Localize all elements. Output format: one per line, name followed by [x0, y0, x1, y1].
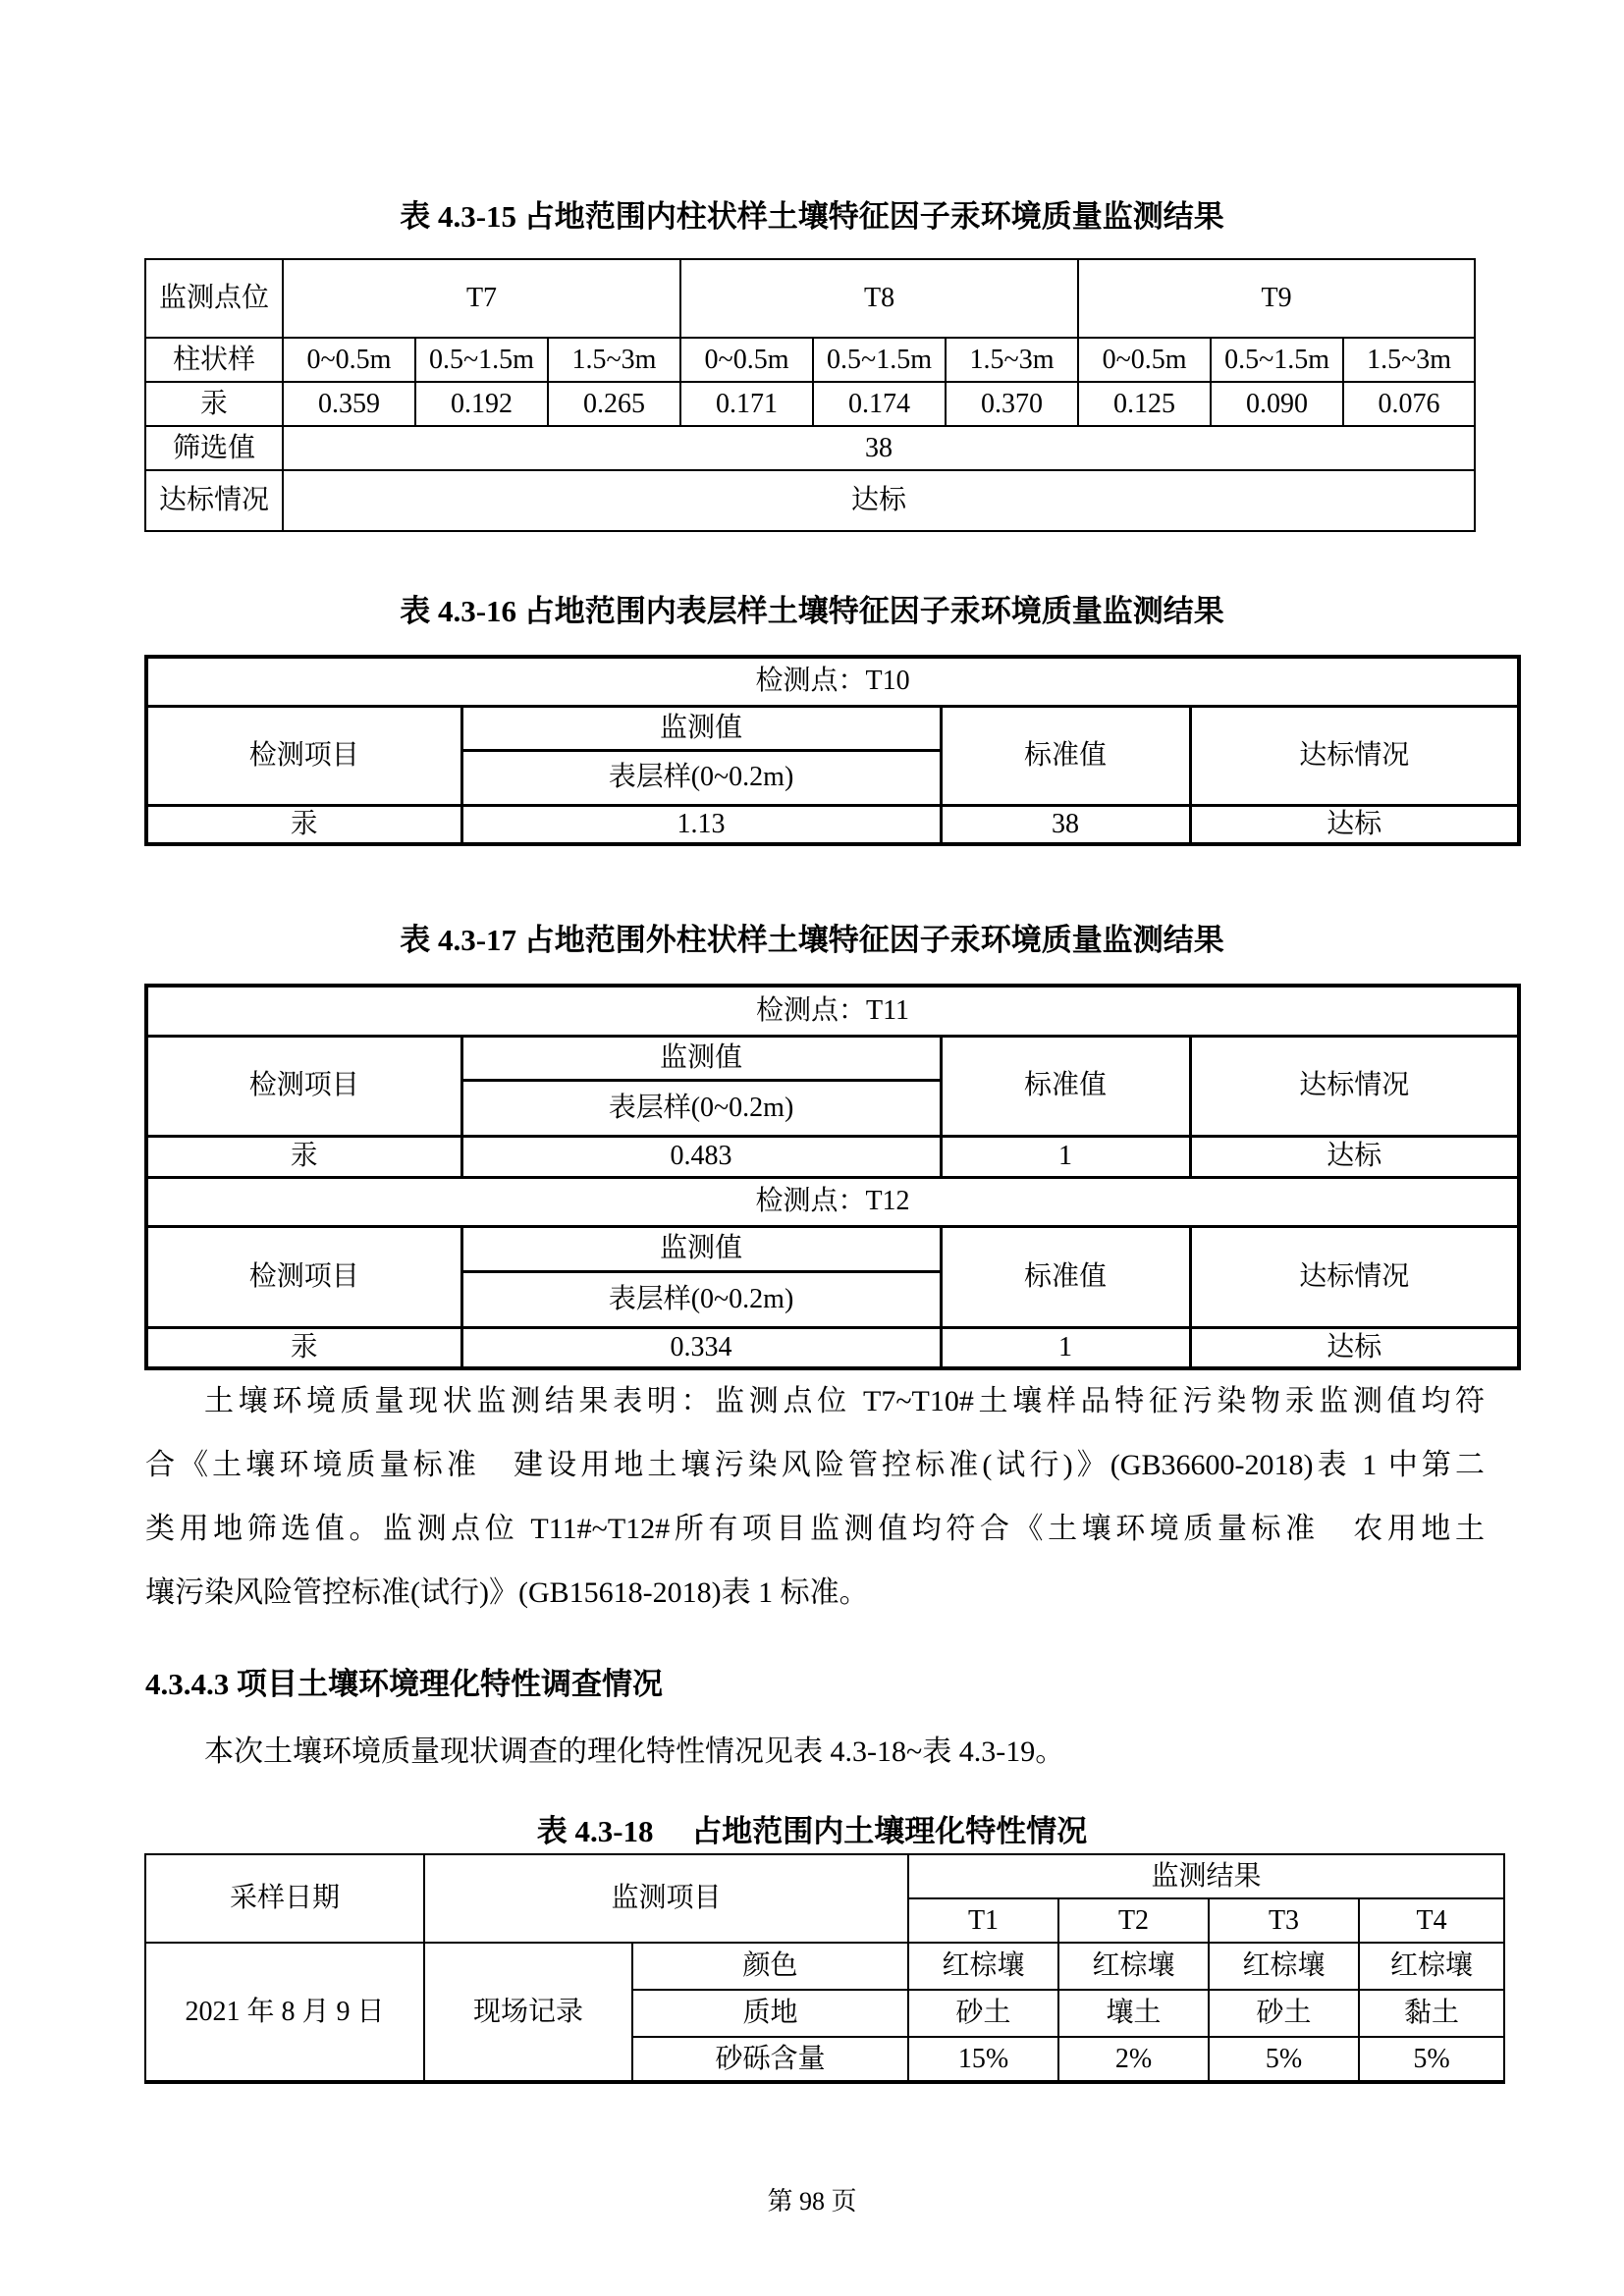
depth-cell: 1.5~3m: [946, 338, 1078, 382]
depth-cell: 1.5~3m: [1343, 338, 1475, 382]
point-header-t4: T4: [1359, 1898, 1504, 1943]
paragraph-line: 土壤环境质量现状监测结果表明：监测点位 T7~T10#土壤样品特征污染物汞监测值均符: [204, 1385, 1485, 1417]
sampling-date-cell: 2021 年 8 月 9 日: [145, 1943, 424, 2082]
section-heading-4-3-4-3: 4.3.4.3 项目土壤环境理化特性调查情况: [145, 1667, 663, 1701]
table-row: [145, 1943, 1504, 1990]
depth-cell: 0.5~1.5m: [813, 338, 946, 382]
table-row: [146, 1226, 1519, 1271]
row-label-compliance: 达标情况: [145, 470, 283, 531]
result-cell: 5%: [1359, 2037, 1504, 2082]
standard-value-cell: 1: [941, 1327, 1190, 1368]
col-header-sampling-date: 采样日期: [145, 1854, 424, 1943]
table-row: [145, 470, 1475, 531]
point-header-t11: 检测点：T11: [146, 986, 1519, 1036]
col-header-item: 检测项目: [146, 1036, 461, 1136]
soil-physicochemical-table: [144, 1853, 1505, 2084]
standard-value-cell: 1: [941, 1136, 1190, 1177]
point-header-t8: T8: [680, 259, 1078, 338]
col-header-standard: 标准值: [941, 706, 1190, 805]
paragraph-line: 本次土壤环境质量现状调查的理化特性情况见表 4.3-18~表 4.3-19。: [204, 1735, 1065, 1768]
item-mercury-cell: 汞: [146, 1327, 461, 1368]
hg-value-cell: 0.174: [813, 382, 946, 426]
row-label-mercury: 汞: [145, 382, 283, 426]
hg-columnar-outside-table: [144, 984, 1521, 1370]
table-row: [146, 1036, 1519, 1080]
table-4-3-16: [144, 655, 1521, 846]
table-row: [145, 382, 1475, 426]
col-header-monitor-value: 监测值: [461, 1226, 941, 1271]
hg-value-cell: 0.265: [548, 382, 680, 426]
result-cell: 壤土: [1058, 1990, 1209, 2037]
compliance-cell: 达标: [1190, 1327, 1519, 1368]
col-header-surface-sample: 表层样(0~0.2m): [461, 1080, 941, 1136]
compliance-cell: 达标: [283, 470, 1475, 531]
table-4-3-17: [144, 984, 1521, 1370]
row-label-columnar-sample: 柱状样: [145, 338, 283, 382]
col-header-monitor-value: 监测值: [461, 706, 941, 750]
table-4-3-15-title: 表 4.3-15 占地范围内柱状样土壤特征因子汞环境质量监测结果: [400, 199, 1224, 234]
hg-value-cell: 0.370: [946, 382, 1078, 426]
item-color-cell: 颜色: [632, 1943, 908, 1990]
table-row: [145, 426, 1475, 470]
point-header-t3: T3: [1209, 1898, 1359, 1943]
hg-value-cell: 0.192: [415, 382, 548, 426]
item-mercury-cell: 汞: [146, 805, 461, 844]
table-4-3-18: [144, 1853, 1505, 2084]
table-4-3-17-title: 表 4.3-17 占地范围外柱状样土壤特征因子汞环境质量监测结果: [400, 923, 1224, 957]
table-row: [146, 1136, 1519, 1177]
page-number: 第 98 页: [767, 2187, 857, 2216]
depth-cell: 0~0.5m: [680, 338, 813, 382]
col-header-monitoring-result: 监测结果: [908, 1854, 1504, 1898]
depth-cell: 0~0.5m: [1078, 338, 1211, 382]
hg-value-cell: 0.359: [283, 382, 415, 426]
paragraph-line: 类用地筛选值。监测点位 T11#~T12#所有项目监测值均符合《土壤环境质量标准 农用地土: [145, 1513, 1485, 1545]
standard-value-cell: 38: [941, 805, 1190, 844]
paragraph-line: 合《土壤环境质量标准 建设用地土壤污染风险管控标准(试行)》(GB36600-2018)表 1 中第二: [145, 1449, 1485, 1481]
table-row: [146, 657, 1519, 706]
table-4-3-18-title: 表 4.3-18 占地范围内土壤理化特性情况: [536, 1814, 1088, 1848]
hg-columnar-inside-table: [144, 258, 1476, 532]
col-header-compliance: 达标情况: [1190, 706, 1519, 805]
paragraph-line: 壤污染风险管控标准(试行)》(GB15618-2018)表 1 标准。: [145, 1576, 869, 1609]
table-row: [145, 1854, 1504, 1898]
depth-cell: 1.5~3m: [548, 338, 680, 382]
table-row: [146, 706, 1519, 750]
item-mercury-cell: 汞: [146, 1136, 461, 1177]
point-header-t7: T7: [283, 259, 680, 338]
col-header-monitor-value: 监测值: [461, 1036, 941, 1080]
row-label-monitoring-point: 监测点位: [145, 259, 283, 338]
point-header-t12: 检测点：T12: [146, 1177, 1519, 1226]
record-type-cell: 现场记录: [424, 1943, 632, 2082]
col-header-surface-sample: 表层样(0~0.2m): [461, 750, 941, 805]
result-cell: 红棕壤: [908, 1943, 1058, 1990]
col-header-monitoring-item: 监测项目: [424, 1854, 908, 1943]
hg-value-cell: 0.076: [1343, 382, 1475, 426]
result-cell: 红棕壤: [1058, 1943, 1209, 1990]
col-header-compliance: 达标情况: [1190, 1226, 1519, 1327]
depth-cell: 0~0.5m: [283, 338, 415, 382]
compliance-cell: 达标: [1190, 1136, 1519, 1177]
hg-surface-inside-table: [144, 655, 1521, 846]
result-cell: 红棕壤: [1209, 1943, 1359, 1990]
point-header-t1: T1: [908, 1898, 1058, 1943]
item-texture-cell: 质地: [632, 1990, 908, 2037]
row-label-screening-value: 筛选值: [145, 426, 283, 470]
result-cell: 红棕壤: [1359, 1943, 1504, 1990]
screening-value-cell: 38: [283, 426, 1475, 470]
result-cell: 15%: [908, 2037, 1058, 2082]
depth-cell: 0.5~1.5m: [1211, 338, 1343, 382]
compliance-cell: 达标: [1190, 805, 1519, 844]
col-header-item: 检测项目: [146, 1226, 461, 1327]
table-row: [145, 338, 1475, 382]
item-gravel-content-cell: 砂砾含量: [632, 2037, 908, 2082]
table-row: [146, 986, 1519, 1036]
table-4-3-16-title: 表 4.3-16 占地范围内表层样土壤特征因子汞环境质量监测结果: [400, 594, 1224, 628]
result-cell: 黏土: [1359, 1990, 1504, 2037]
hg-value-cell: 0.125: [1078, 382, 1211, 426]
point-header-t2: T2: [1058, 1898, 1209, 1943]
table-row: [146, 1177, 1519, 1226]
depth-cell: 0.5~1.5m: [415, 338, 548, 382]
table-row: [146, 1327, 1519, 1368]
point-header-t10: 检测点：T10: [146, 657, 1519, 706]
results-paragraph: [145, 1369, 1485, 1625]
table-row: [146, 805, 1519, 844]
hg-value-cell: 0.090: [1211, 382, 1343, 426]
monitor-value-cell: 0.334: [461, 1327, 941, 1368]
point-header-t9: T9: [1078, 259, 1475, 338]
result-cell: 砂土: [908, 1990, 1058, 2037]
table-4-3-15: [144, 258, 1476, 532]
monitor-value-cell: 1.13: [461, 805, 941, 844]
col-header-compliance: 达标情况: [1190, 1036, 1519, 1136]
hg-value-cell: 0.171: [680, 382, 813, 426]
table-row: [145, 259, 1475, 338]
result-cell: 2%: [1058, 2037, 1209, 2082]
col-header-standard: 标准值: [941, 1226, 1190, 1327]
result-cell: 砂土: [1209, 1990, 1359, 2037]
monitor-value-cell: 0.483: [461, 1136, 941, 1177]
intro-paragraph: [145, 1720, 1485, 1784]
col-header-standard: 标准值: [941, 1036, 1190, 1136]
col-header-surface-sample: 表层样(0~0.2m): [461, 1271, 941, 1327]
col-header-item: 检测项目: [146, 706, 461, 805]
result-cell: 5%: [1209, 2037, 1359, 2082]
